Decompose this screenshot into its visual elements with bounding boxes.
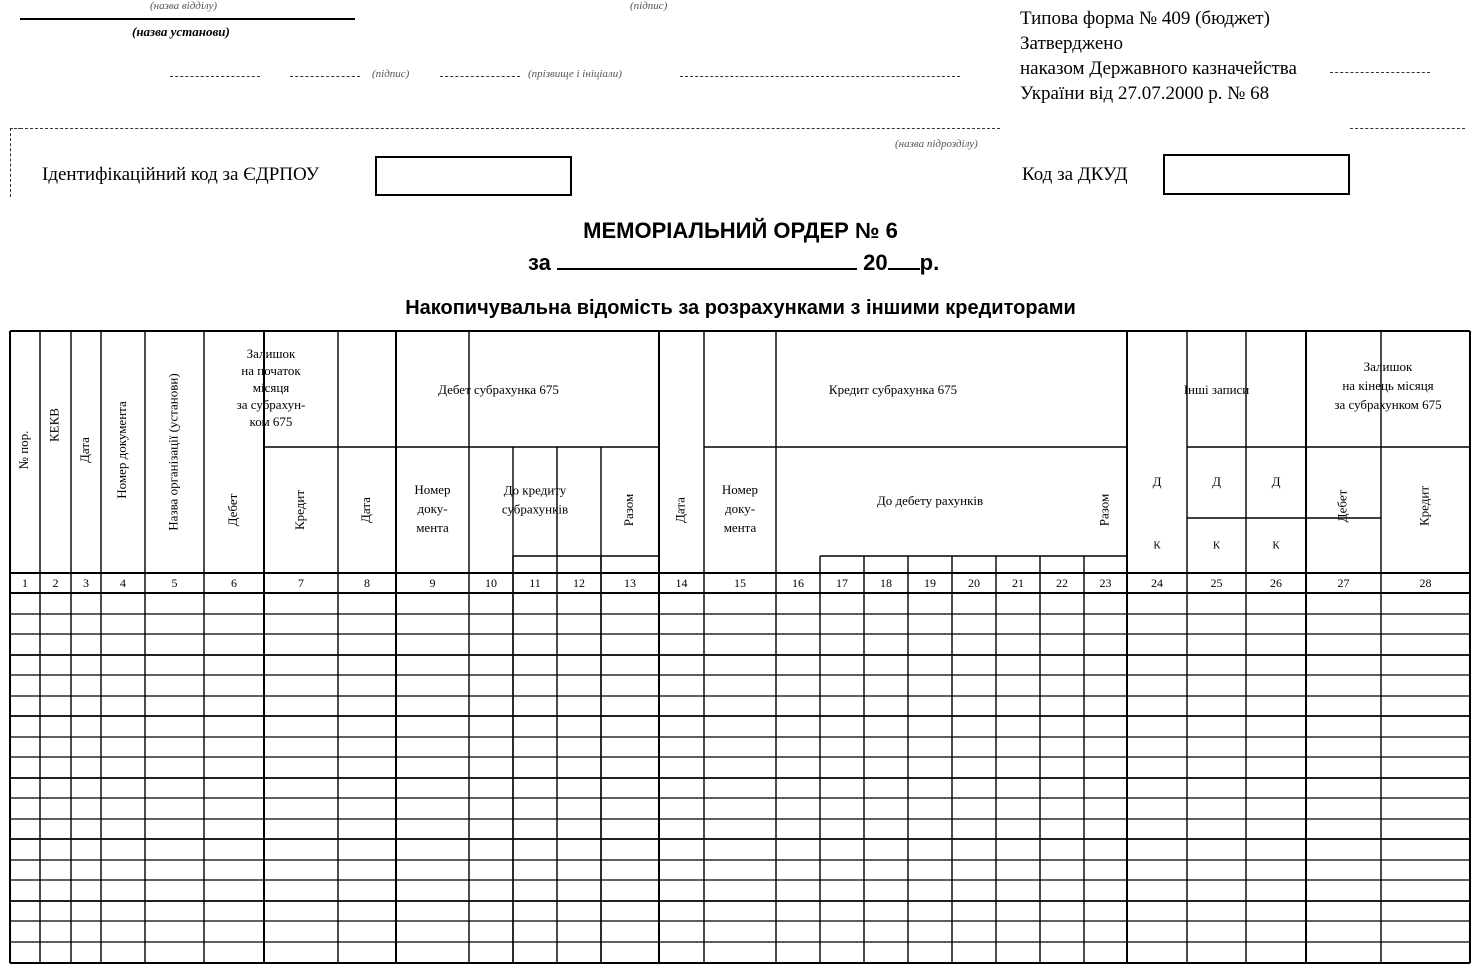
column-number: 13 (624, 575, 636, 590)
col-header-debet: Дебет (224, 493, 240, 527)
order-title: МЕМОРІАЛЬНИЙ ОРДЕР № 6 (583, 218, 898, 243)
faded-caption-2: (підпис) (630, 0, 668, 12)
approval-line: наказом Державного казначейства (1020, 58, 1297, 79)
approval-line: Затверджено (1020, 33, 1123, 54)
col-header-sub-docnum: Номер (721, 481, 759, 497)
column-number: 4 (120, 575, 126, 590)
col-header-to-credit: До кредиту (503, 482, 567, 498)
column-number: 24 (1151, 575, 1163, 590)
year-prefix: 20 (863, 250, 888, 275)
column-number: 7 (298, 575, 304, 590)
col-header-total: Разом (1096, 493, 1112, 527)
column-number: 20 (968, 575, 980, 590)
col-header-sub-date: Дата (672, 497, 688, 523)
column-number: 15 (734, 575, 746, 590)
opening-balance-header: місяця (252, 379, 290, 395)
col-header-k: К (1153, 539, 1161, 552)
col-header-sub-date: Дата (357, 497, 373, 523)
column-number: 14 (675, 575, 688, 590)
col-header-kredyt: Кредит (291, 489, 307, 531)
faded-caption-5: (назва підрозділу) (895, 138, 978, 150)
column-number: 18 (880, 575, 892, 590)
column-number: 21 (1012, 575, 1024, 590)
faded-caption-1: (назва відділу) (150, 0, 218, 12)
dkud-label: Код за ДКУД (1022, 164, 1128, 185)
col-header-to-credit: субрахунків (501, 501, 569, 517)
column-number: 8 (364, 575, 370, 590)
column-number: 12 (573, 575, 585, 590)
column-number: 10 (485, 575, 497, 590)
closing-balance-header: на кінець місяця (1342, 377, 1434, 393)
col-header-d: Д (1212, 473, 1221, 489)
opening-balance-header: на початок (241, 362, 301, 378)
column-number: 19 (924, 575, 936, 590)
col-header-d: Д (1152, 473, 1162, 489)
column-number: 23 (1099, 575, 1112, 590)
col-header-date: Дата (76, 437, 92, 463)
col-header-number: № пор. (15, 430, 31, 470)
col-header-kredyt: Кредит (1416, 485, 1432, 527)
year-suffix: р. (919, 250, 940, 275)
column-number: 22 (1056, 575, 1068, 590)
col-header-debet: Дебет (1334, 489, 1350, 523)
col-header-to-debit: До дебету рахунків (876, 492, 984, 508)
column-number: 17 (836, 575, 848, 590)
approval-line: Типова форма № 409 (бюджет) (1020, 8, 1270, 29)
approval-line: України від 27.07.2000 р. № 68 (1020, 83, 1270, 104)
col-header-k: К (1212, 539, 1221, 552)
credit-group-header: Кредит субрахунка 675 (828, 381, 958, 397)
opening-balance-header: Залишок (246, 345, 296, 361)
col-header-d: Д (1271, 473, 1281, 489)
sheet-title: Накопичувальна відомість за розрахунками з іншими кредиторами (405, 297, 1076, 319)
column-number: 9 (429, 575, 436, 590)
column-number: 28 (1419, 575, 1432, 590)
column-number: 3 (83, 575, 89, 590)
column-number: 5 (171, 575, 178, 590)
col-header-total: Разом (620, 493, 636, 527)
column-number: 26 (1270, 575, 1282, 590)
column-number: 1 (22, 575, 28, 590)
column-number: 11 (529, 575, 541, 590)
col-header-k: К (1272, 539, 1280, 552)
column-number: 2 (52, 575, 59, 590)
col-header-docnum: Номер документа (113, 401, 129, 499)
closing-balance-header: Залишок (1363, 358, 1413, 374)
col-header-sub-docnum: мента (723, 519, 757, 535)
edrpou-label: Ідентифікаційний код за ЄДРПОУ (42, 164, 320, 185)
col-header-organization: Назва організації (установи) (165, 373, 181, 531)
col-header-sub-docnum: мента (416, 519, 449, 535)
col-header-sub-docnum: доку- (417, 500, 448, 516)
column-number: 27 (1337, 575, 1350, 590)
debit-group-header: Дебет субрахунка 675 (438, 381, 559, 397)
col-header-sub-docnum: доку- (724, 500, 756, 516)
faded-caption-4: (прізвище і ініціали) (528, 68, 622, 80)
closing-balance-header: за субрахунком 675 (1334, 396, 1442, 412)
opening-balance-header: ком 675 (249, 413, 293, 429)
col-header-kekv: КЕКВ (46, 408, 62, 442)
opening-balance-header: за субрахун- (236, 396, 306, 412)
institution-caption: (назва установи) (132, 24, 230, 39)
date-prefix: за (528, 250, 551, 275)
col-header-sub-docnum: Номер (414, 481, 451, 497)
column-number: 6 (231, 575, 237, 590)
other-entries-header: Інші записи (1183, 381, 1250, 397)
column-number: 16 (792, 575, 804, 590)
column-number: 25 (1210, 575, 1223, 590)
faded-caption-3: (підпис) (372, 68, 410, 80)
